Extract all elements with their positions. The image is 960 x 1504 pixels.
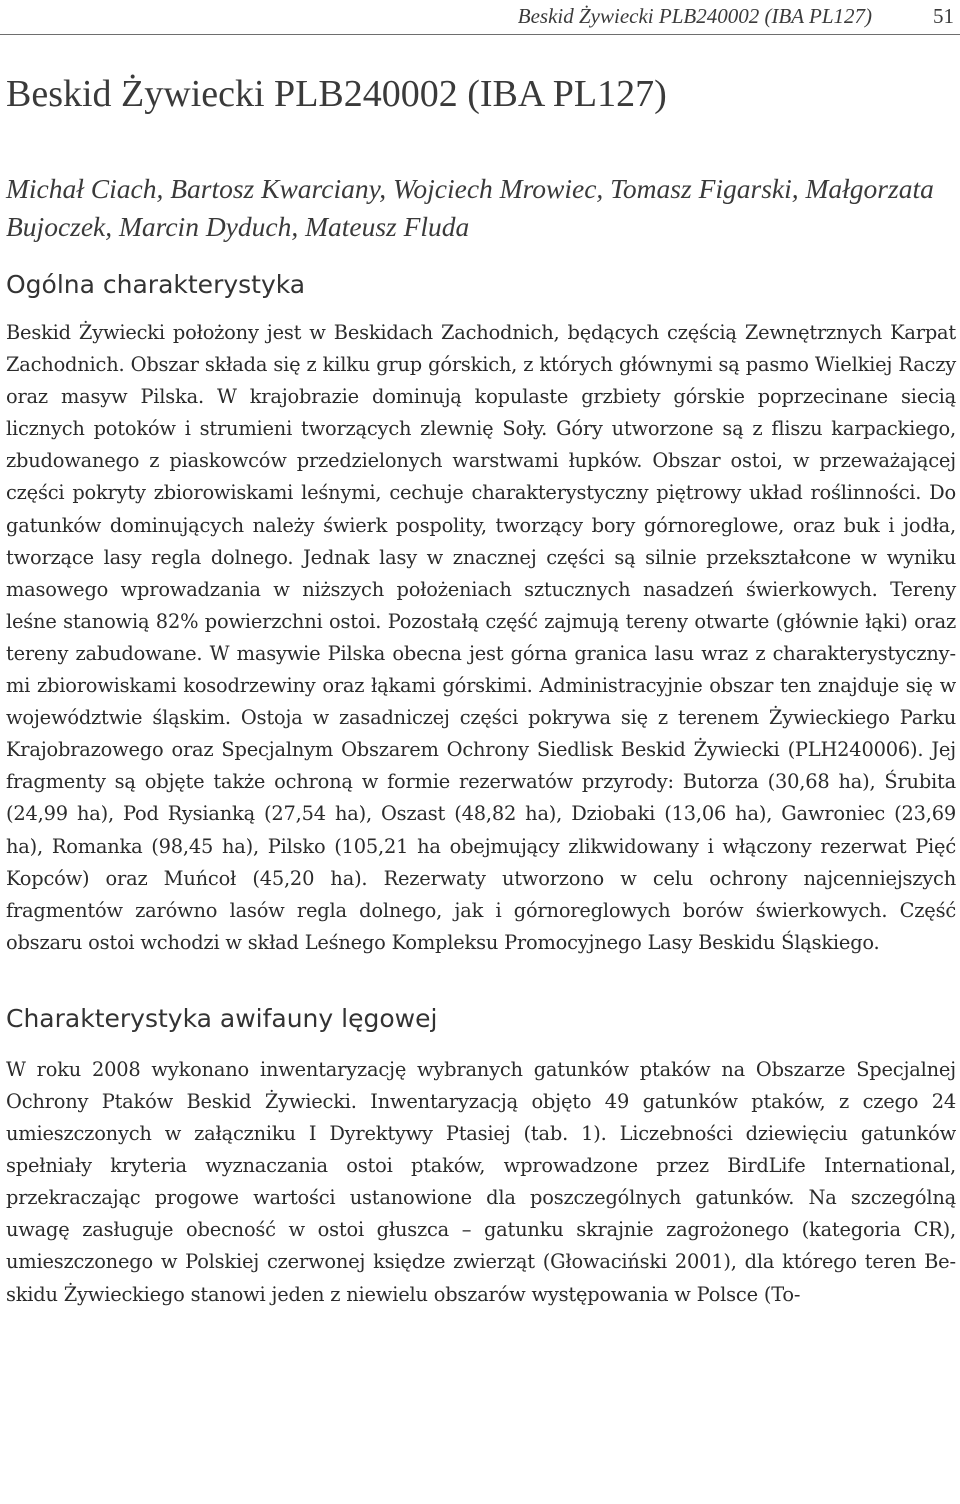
section-heading-general: Ogólna charakterystyka [6, 270, 306, 299]
paragraph-general-characteristics: Beskid Żywiecki położony jest w Beskidach Zachodnich, będących częścią Zewnętrznych Karpat Zachodnich. Obszar składa się z kilku grup górskich, z których głównymi są pasmo Wielkiej Raczy oraz masyw Pilska. W krajobrazie dominują kopulaste grzbiety górskie poprzecinane siecią licznych potoków i strumieni tworzących zlewnię Soły. Góry utworzone są z fliszu karpackiego, zbudowanego z piaskowców przedzielonych warstwami łupków. Obszar ostoi, w przeważającej części pokryty zbiorowiskami leśnymi, cechuje charakterystyczny piętrowy układ roślinności. Do gatunków dominujących należy świerk pospolity, tworzący bory górnoreglowe, oraz buk i jodła, tworzące lasy regla dolnego. Jednak lasy w znacznej części są silnie przekształcone w wyniku masowego wprowadzania w niższych położeniach sztucznych nasadzeń świerkowych. Tereny leśne stanowią 82% powierzchni ostoi. Pozostałą część zajmują tereny otwarte (głównie łąki) oraz tereny zabudowane. W masywie Pilska obecna jest górna granica lasu wraz z charakterystycznymi zbiorowiskami kosodrzewiny oraz łąkami górskimi. Administracyjnie obszar ten znajduje się w województwie śląskim. Ostoja w zasadniczej części pokrywa się z terenem Żywieckiego Parku Krajobrazowego oraz Specjalnym Obszarem Ochrony Siedlisk Beskid Żywiecki (PLH240006). Jej fragmenty są objęte także ochroną w formie rezerwatów przyrody: Butorza (30,68 ha), Śrubita (24,99 ha), Pod Rysianką (27,54 ha), Oszast (48,82 ha), Dziobaki (13,06 ha), Gawroniec (23,69 ha), Romanka (98,45 ha), Pilsko (105,21 ha obejmujący zlikwidowany i włączony rezerwat Pięć Kopców) oraz Muńcoł (45,20 ha). Rezerwaty utworzono w celu ochrony najcenniejszych fragmentów zarówno lasów regla dolnego, jak i górnoreglowych borów świerkowych. Część obszaru ostoi wchodzi w skład Leśnego Kompleksu Promocyjnego Lasy Beskidu Śląskiego. [6, 321, 956, 954]
page-number: 51 [933, 4, 954, 28]
author-list: Michał Ciach, Bartosz Kwarciany, Wojciech Mrowiec, Tomasz Figarski, Małgorzata Bujoczek, Marcin Dyduch, Mateusz Fluda [6, 173, 934, 242]
paragraph-avifauna: W roku 2008 wykonano inwentaryzację wybranych gatunków ptaków na Obszarze Specjalnej Ochrony Ptaków Beskid Żywiecki. Inwentaryzacją objęto 49 gatunków ptaków, z czego 24 umieszczonych w załączniku I Dyrektywy Ptasiej (tab. 1). Liczebności dziewięciu gatunków spełniały kryteria wyznaczania ostoi ptaków, wprowadzone przez BirdLife International, przekraczając progowe wartości ustanowione dla poszczególnych gatunków. Na szczególną uwagę zasługuje obecność w ostoi głuszca – gatunku skrajnie zagrożonego (kategoria CR), umieszczonego w Polskiej czerwonej księdze zwierząt (Głowaciński 2001), dla którego teren Beskidu Żywieckiego stanowi jeden z niewielu obszarów występowania w Polsce (To- [6, 1057, 956, 1306]
article-body [6, 70, 956, 1311]
section-heading-avifauna: Charakterystyka awifauny lęgowej [6, 1003, 438, 1033]
article-title: Beskid Żywiecki PLB240002 (IBA PL127) [6, 73, 667, 115]
running-title: Beskid Żywiecki PLB240002 (IBA PL127) [517, 4, 872, 28]
running-header [0, 0, 960, 35]
